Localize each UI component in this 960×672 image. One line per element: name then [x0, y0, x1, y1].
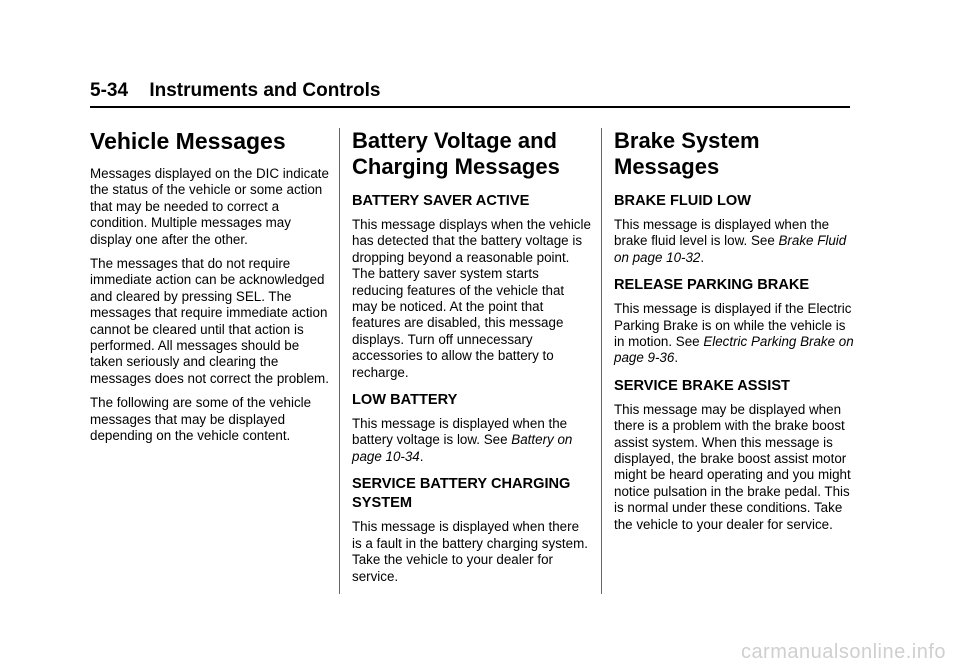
- low-battery-heading: LOW BATTERY: [352, 392, 458, 409]
- column-divider-2: [601, 128, 602, 594]
- brake-fluid-low-paragraph: [614, 217, 854, 266]
- column-vehicle-messages: [90, 128, 330, 453]
- vehicle-messages-paragraph-1: Messages displayed on the DIC indicate the status of the vehicle or some action that may be needed to correct a condition. Multiple messages may display one after the other.: [90, 166, 329, 247]
- battery-page-reference[interactable]: Battery on page 10-34: [352, 432, 573, 464]
- column-brake-messages: [614, 128, 854, 541]
- column-battery-messages: [352, 128, 592, 593]
- vehicle-messages-paragraph-3: The following are some of the vehicle messages that may be displayed depending on the vehicle content.: [90, 395, 312, 444]
- section-title: Instruments and Controls: [149, 80, 381, 101]
- battery-saver-active-text: This message displays when the vehicle has detected that the battery voltage is dropping beyond a reasonable point. The battery saver system starts reducing features of the vehicle that may be noticed. At the point that features are disabled, this message displays. Turn off unnecessary accessories to allow the battery to recharge.: [352, 217, 591, 380]
- brake-fluid-low-period: .: [700, 249, 705, 265]
- service-brake-assist-heading: SERVICE BRAKE ASSIST: [614, 377, 790, 394]
- column-divider-1: [339, 128, 340, 594]
- low-battery-text: This message is displayed when the battery voltage is low. See: [352, 416, 568, 448]
- vehicle-messages-paragraph-2: The messages that do not require immediate action can be acknowledged and cleared by pressing SEL. The messages that require immediate action cannot be cleared until that action is performed. All messages should be taken seriously and clearing the messages does not correct the problem.: [90, 256, 329, 386]
- service-brake-assist-text: This message may be displayed when there is a problem with the brake boost assist system. When this message is displayed, the brake boost assist motor might be heard operating and you might notice pulsation in the brake pedal. This is normal under these conditions. Take the vehicle to your dealer for service.: [614, 401, 851, 532]
- battery-saver-active-heading: BATTERY SAVER ACTIVE: [352, 193, 530, 209]
- brake-fluid-low-heading: BRAKE FLUID LOW: [614, 193, 752, 209]
- brake-fluid-low-text: This message is displayed when the brake fluid level is low. See: [614, 217, 830, 249]
- brake-fluid-page-reference[interactable]: Brake Fluid on page 10-32: [614, 233, 847, 265]
- page-header: [90, 80, 850, 108]
- service-battery-charging-heading: SERVICE BATTERY CHARGING SYSTEM: [352, 476, 571, 512]
- watermark: carmanualsonline.info: [740, 641, 946, 663]
- service-battery-charging-text: This message is displayed when there is a fault in the battery charging system. Take the vehicle to your dealer for service.: [352, 519, 588, 584]
- release-parking-brake-paragraph: [614, 301, 854, 367]
- low-battery-paragraph: [352, 416, 592, 465]
- vehicle-messages-title: Vehicle Messages: [90, 128, 286, 154]
- low-battery-period: .: [419, 448, 424, 464]
- parking-brake-page-reference[interactable]: Electric Parking Brake on page 9-36: [614, 334, 854, 366]
- page-number: 5-34: [90, 80, 129, 101]
- release-parking-brake-heading: RELEASE PARKING BRAKE: [614, 277, 810, 294]
- brake-messages-title: Brake System Messages: [614, 128, 760, 179]
- release-parking-brake-period: .: [674, 350, 679, 366]
- release-parking-brake-text: This message is displayed if the Electric Parking Brake is on while the vehicle is in motion. See: [614, 301, 852, 350]
- battery-messages-title: Battery Voltage and Charging Messages: [352, 128, 560, 179]
